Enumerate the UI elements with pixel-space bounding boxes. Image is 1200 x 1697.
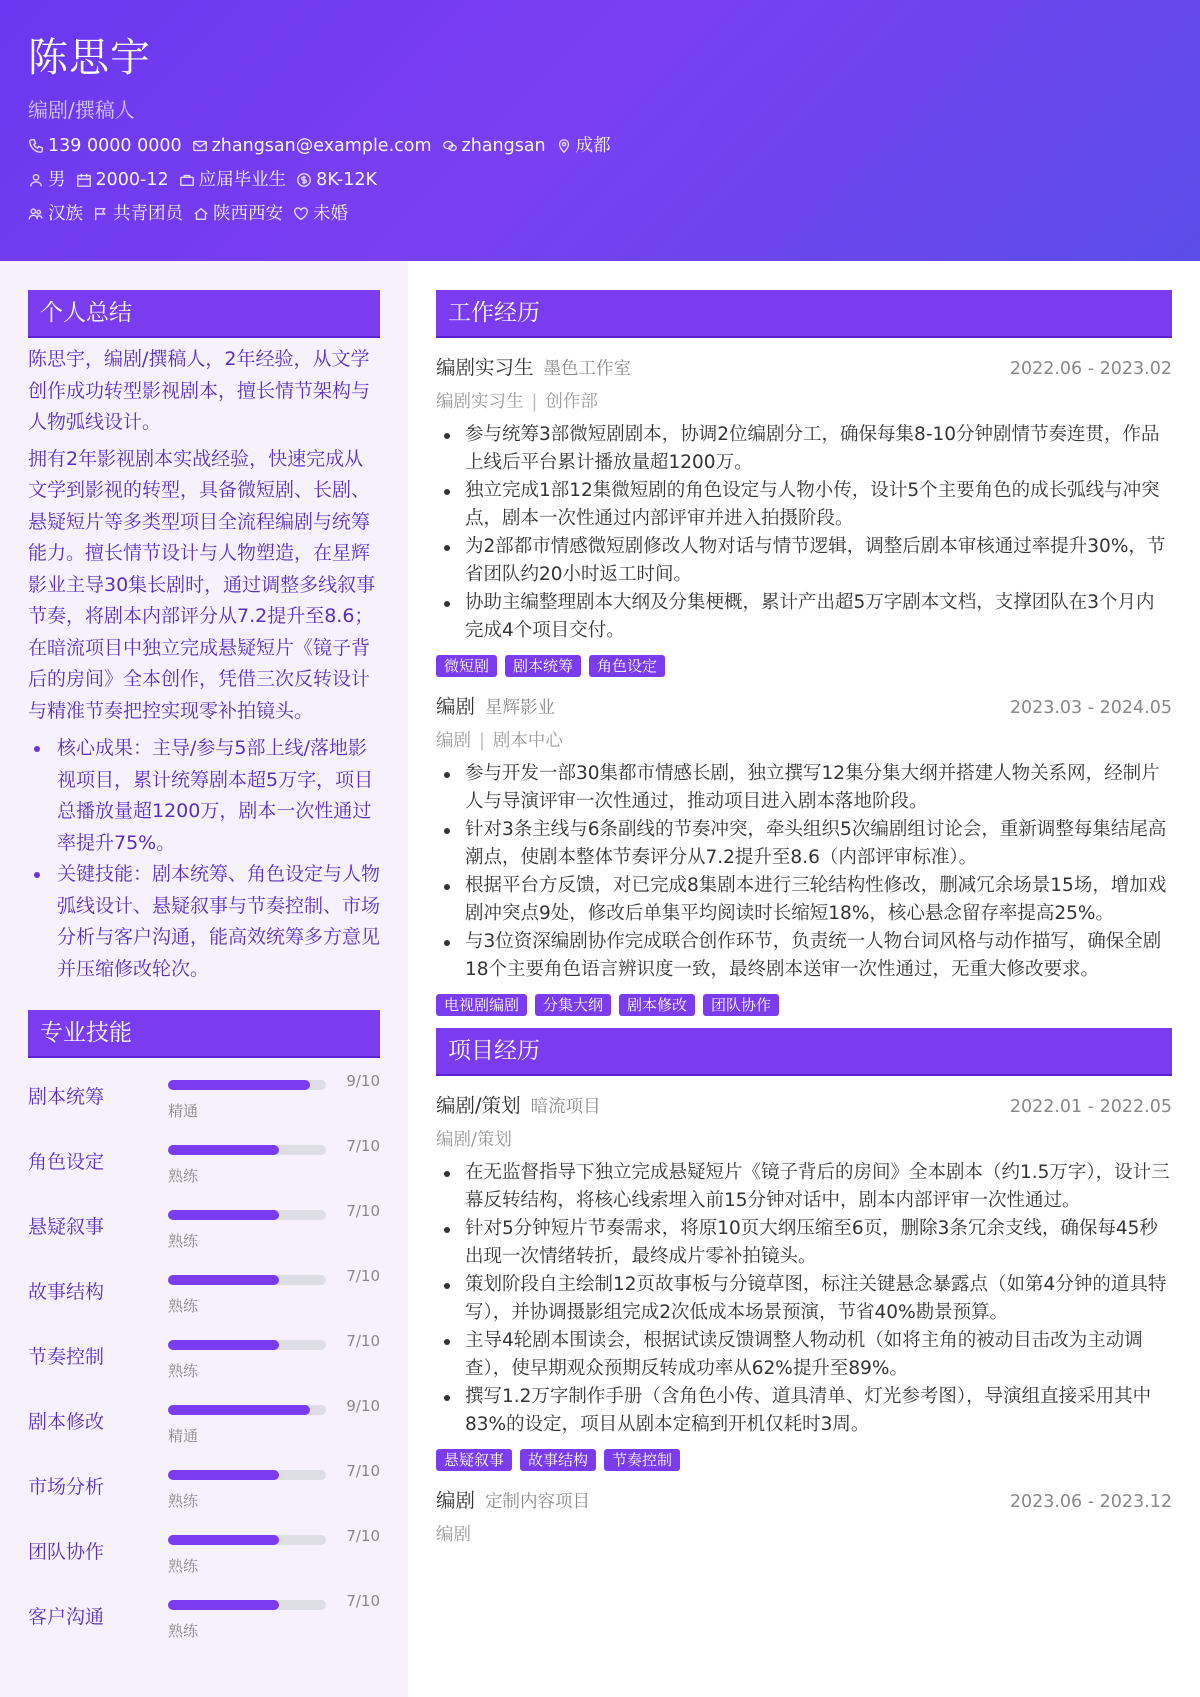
section-title-summary: 个人总结	[28, 290, 380, 338]
skill-score: 7/10	[346, 1332, 380, 1350]
tag-badge: 故事结构	[520, 1449, 596, 1471]
skill-bar-fill	[168, 1210, 279, 1220]
skill-bar-fill	[168, 1405, 310, 1415]
tag-badge: 角色设定	[589, 655, 665, 677]
skill-bar-track	[168, 1470, 326, 1480]
skill-score: 7/10	[346, 1592, 380, 1610]
tag-badge: 微短剧	[436, 655, 497, 677]
background-info-row	[28, 202, 1172, 226]
info-item	[28, 202, 83, 226]
skill-bar-fill	[168, 1470, 279, 1480]
experience-entry	[436, 691, 1172, 1016]
skill-bar-fill	[168, 1600, 279, 1610]
skill-row	[28, 1578, 380, 1643]
skill-level: 精通	[168, 1427, 199, 1445]
skill-bar-track	[168, 1275, 326, 1285]
personal-info-row	[28, 168, 1172, 192]
info-text: 未婚	[313, 204, 348, 224]
resume-header	[0, 0, 1200, 261]
skill-row	[28, 1058, 380, 1123]
main-content	[408, 261, 1200, 1697]
tag-badge: 分集大纲	[535, 994, 611, 1016]
tag-badge: 电视剧编剧	[436, 994, 527, 1016]
info-item	[293, 202, 348, 226]
entry-bullets	[436, 760, 1172, 984]
section-title-work: 工作经历	[436, 290, 1172, 338]
summary-bullets	[28, 733, 380, 985]
ethnicity-icon	[28, 206, 44, 222]
skill-level: 熟练	[168, 1167, 199, 1185]
skill-bar-track	[168, 1080, 326, 1090]
work-section	[436, 290, 1172, 1016]
entry-bullet: 撰写1.2万字制作手册（含角色小传、道具清单、灯光参考图），导演组直接采用其中83%的设定，项目从剧本定稿到开机仅耗时3周。	[436, 1383, 1172, 1439]
tag-badge: 团队协作	[703, 994, 779, 1016]
entry-tags	[436, 1449, 1172, 1471]
contact-row	[28, 134, 1172, 158]
entry-date: 2023.03 - 2024.05	[1009, 698, 1172, 718]
entry-bullet: 针对5分钟短片节奏需求，将原10页大纲压缩至6页，删除3条冗余支线，确保每45秒出现一次情绪转折，最终成片零补拍镜头。	[436, 1215, 1172, 1271]
entry-organization: 定制内容项目	[485, 1492, 591, 1512]
info-item	[296, 168, 377, 192]
info-text: zhangsan@example.com	[211, 136, 432, 156]
location-icon	[556, 138, 572, 154]
skill-bar-track	[168, 1340, 326, 1350]
section-title-projects: 项目经历	[436, 1028, 1172, 1076]
skills-section	[28, 1010, 380, 1643]
skill-name: 悬疑叙事	[28, 1216, 105, 1238]
entry-organization: 暗流项目	[530, 1097, 601, 1117]
skill-bar-track	[168, 1145, 326, 1155]
tag-badge: 剧本统筹	[505, 655, 581, 677]
info-text: 汉族	[48, 204, 83, 224]
info-item	[28, 168, 66, 192]
skill-row	[28, 1318, 380, 1383]
sidebar	[0, 261, 408, 1697]
entry-subtitle-part: 剧本中心	[492, 731, 563, 751]
info-text: 139 0000 0000	[48, 136, 182, 156]
entry-subtitle: 编剧 | 剧本中心	[436, 731, 563, 751]
skill-meter	[168, 1188, 380, 1253]
skill-score: 7/10	[346, 1137, 380, 1155]
info-item	[556, 134, 611, 158]
entry-bullets	[436, 421, 1172, 645]
info-text: 应届毕业生	[198, 170, 287, 190]
entry-date: 2023.06 - 2023.12	[1009, 1492, 1172, 1512]
skill-name: 客户沟通	[28, 1606, 105, 1628]
skill-row	[28, 1188, 380, 1253]
flag-icon	[93, 206, 109, 222]
experience-entry	[436, 1090, 1172, 1471]
info-item	[93, 202, 183, 226]
entry-organization: 星辉影业	[485, 698, 556, 718]
tag-badge: 节奏控制	[604, 1449, 680, 1471]
skill-score: 9/10	[346, 1072, 380, 1090]
skill-level: 熟练	[168, 1492, 199, 1510]
skill-level: 熟练	[168, 1297, 199, 1315]
entry-tags	[436, 655, 1172, 677]
summary-bullet: 关键技能：剧本统筹、角色设定与人物弧线设计、悬疑叙事与节奏控制、市场分析与客户沟通，能高效统筹多方意见并压缩修改轮次。	[28, 859, 380, 985]
entry-subtitle: 编剧实习生 | 创作部	[436, 392, 598, 412]
skill-bar-track	[168, 1405, 326, 1415]
user-icon	[28, 172, 44, 188]
skill-meter	[168, 1123, 380, 1188]
skill-level: 熟练	[168, 1362, 199, 1380]
entry-bullet: 为2部都市情感微短剧修改人物对话与情节逻辑，调整后剧本审核通过率提升30%，节省团队约20小时返工时间。	[436, 533, 1172, 589]
info-text: 2000-12	[95, 170, 169, 190]
info-item	[76, 168, 169, 192]
skill-name: 角色设定	[28, 1151, 105, 1173]
skill-name: 市场分析	[28, 1476, 105, 1498]
skills-list	[28, 1058, 380, 1643]
skill-level: 熟练	[168, 1622, 199, 1640]
calendar-icon	[76, 172, 92, 188]
skill-meter	[168, 1383, 380, 1448]
entry-date: 2022.01 - 2022.05	[1009, 1097, 1172, 1117]
skill-bar-fill	[168, 1275, 279, 1285]
skill-bar-track	[168, 1535, 326, 1545]
candidate-name: 陈思宇	[28, 35, 151, 81]
info-text: 共青团员	[113, 204, 183, 224]
entry-bullet: 主导4轮剧本围读会，根据试读反馈调整人物动机（如将主角的被动目击改为主动调查），使早期观众预期反转成功率从62%提升至89%。	[436, 1327, 1172, 1383]
tag-badge: 悬疑叙事	[436, 1449, 512, 1471]
skill-score: 7/10	[346, 1462, 380, 1480]
skill-bar-fill	[168, 1340, 279, 1350]
skill-score: 7/10	[346, 1202, 380, 1220]
info-text: 男	[48, 170, 66, 190]
skill-bar-fill	[168, 1080, 310, 1090]
skill-meter	[168, 1578, 380, 1643]
skill-row	[28, 1448, 380, 1513]
skill-row	[28, 1253, 380, 1318]
skill-row	[28, 1383, 380, 1448]
entry-bullet: 独立完成1部12集微短剧的角色设定与人物小传，设计5个主要角色的成长弧线与冲突点，剧本一次性通过内部评审并进入拍摄阶段。	[436, 477, 1172, 533]
entry-bullet: 策划阶段自主绘制12页故事板与分镜草图，标注关键悬念暴露点（如第4分钟的道具特写），并协调摄影组完成2次低成本场景预演，节省40%勘景预算。	[436, 1271, 1172, 1327]
info-text: 成都	[575, 136, 611, 156]
entry-bullet: 针对3条主线与6条副线的节奏冲突，牵头组织5次编剧组讨论会，重新调整每集结尾高潮点，使剧本整体节奏评分从7.2提升至8.6（内部评审标准）。	[436, 816, 1172, 872]
skill-level: 精通	[168, 1102, 199, 1120]
tag-badge: 剧本修改	[619, 994, 695, 1016]
skill-name: 剧本修改	[28, 1411, 105, 1433]
info-item	[192, 134, 432, 158]
entry-bullet: 与3位资深编剧协作完成联合创作环节，负责统一人物台词风格与动作描写，确保全剧18个主要角色语言辨识度一致，最终剧本送审一次性通过，无重大修改要求。	[436, 928, 1172, 984]
home-icon	[193, 206, 209, 222]
entry-subtitle-part: 编剧实习生	[436, 392, 524, 412]
entry-bullet: 参与开发一部30集都市情感长剧，独立撰写12集分集大纲并搭建人物关系网，经制片人与导演评审一次性通过，推动项目进入剧本落地阶段。	[436, 760, 1172, 816]
skill-level: 熟练	[168, 1232, 199, 1250]
entry-bullets	[436, 1159, 1172, 1439]
entry-title: 编剧	[436, 1489, 476, 1512]
experience-entry	[436, 352, 1172, 677]
entry-bullet: 根据平台方反馈，对已完成8集剧本进行三轮结构性修改，删减冗余场景15场，增加戏剧冲突点9处，修改后单集平均阅读时长缩短18%，核心悬念留存率提高25%。	[436, 872, 1172, 928]
skill-bar-track	[168, 1210, 326, 1220]
info-text: 8K-12K	[316, 170, 377, 190]
info-item	[193, 202, 283, 226]
mail-icon	[192, 138, 208, 154]
skill-meter	[168, 1513, 380, 1578]
phone-icon	[28, 138, 44, 154]
heart-icon	[293, 206, 309, 222]
entry-subtitle	[436, 1126, 1172, 1151]
skill-bar-fill	[168, 1535, 279, 1545]
skill-meter	[168, 1318, 380, 1383]
entry-subtitle-part: 创作部	[545, 392, 598, 412]
skill-level: 熟练	[168, 1557, 199, 1575]
summary-paragraph: 拥有2年影视剧本实战经验，快速完成从文学到影视的转型，具备微短剧、长剧、悬疑短片等多类型项目全流程编剧与统筹能力。擅长情节设计与人物塑造，在星辉影业主导30集长剧时，通过调整多线叙事节奏，将剧本内部评分从7.2提升至8.6；在暗流项目中独立完成悬疑短片《镜子背后的房间》全本创作，凭借三次反转设计与精准节奏把控实现零补拍镜头。	[28, 447, 376, 722]
entry-subtitle-part: 编剧	[436, 1525, 471, 1545]
briefcase-icon	[179, 172, 195, 188]
info-item	[442, 134, 546, 158]
entry-subtitle	[436, 1521, 1172, 1546]
salary-icon	[296, 172, 312, 188]
skill-meter	[168, 1253, 380, 1318]
entry-title: 编剧实习生	[436, 356, 534, 379]
entry-organization: 墨色工作室	[543, 359, 632, 379]
skill-meter	[168, 1058, 380, 1123]
entry-bullet: 在无监督指导下独立完成悬疑短片《镜子背后的房间》全本剧本（约1.5万字），设计三幕反转结构，将核心线索埋入前15分钟对话中，剧本内部评审一次性通过。	[436, 1159, 1172, 1215]
skill-name: 故事结构	[28, 1281, 105, 1303]
skill-name: 节奏控制	[28, 1346, 105, 1368]
skill-bar-track	[168, 1600, 326, 1610]
entry-title: 编剧/策划	[436, 1094, 521, 1117]
wechat-icon	[442, 138, 458, 154]
skill-meter	[168, 1448, 380, 1513]
skill-score: 7/10	[346, 1267, 380, 1285]
summary-paragraph: 陈思宇，编剧/撰稿人，2年经验，从文学创作成功转型影视剧本，擅长情节架构与人物弧线设计。	[28, 348, 371, 433]
info-text: 陕西西安	[213, 204, 283, 224]
entry-bullet: 参与统筹3部微短剧剧本，协调2位编剧分工，确保每集8-10分钟剧情节奏连贯，作品上线后平台累计播放量超1200万。	[436, 421, 1172, 477]
summary-bullet: 核心成果：主导/参与5部上线/落地影视项目，累计统筹剧本超5万字，项目总播放量超1200万，剧本一次性通过率提升75%。	[28, 733, 380, 859]
experience-entry	[436, 1485, 1172, 1546]
skill-score: 7/10	[346, 1527, 380, 1545]
skill-bar-fill	[168, 1145, 279, 1155]
info-item	[28, 134, 182, 158]
candidate-role: 编剧/撰稿人	[28, 98, 135, 122]
entry-subtitle-part: 编剧	[436, 731, 471, 751]
entry-title: 编剧	[436, 695, 476, 718]
skill-row	[28, 1513, 380, 1578]
skill-name: 团队协作	[28, 1541, 105, 1563]
entry-subtitle-part: 编剧/策划	[436, 1130, 512, 1150]
entry-bullet: 协助主编整理剧本大纲及分集梗概，累计产出超5万字剧本文档，支撑团队在3个月内完成4个项目交付。	[436, 589, 1172, 645]
skill-name: 剧本统筹	[28, 1086, 105, 1108]
entry-date: 2022.06 - 2023.02	[1009, 359, 1172, 379]
projects-section	[436, 1028, 1172, 1546]
info-text: zhangsan	[461, 136, 546, 156]
summary-section	[28, 290, 380, 985]
section-title-skills: 专业技能	[28, 1010, 380, 1058]
skill-row	[28, 1123, 380, 1188]
skill-score: 9/10	[346, 1397, 380, 1415]
entry-tags	[436, 994, 1172, 1016]
info-item	[179, 168, 287, 192]
